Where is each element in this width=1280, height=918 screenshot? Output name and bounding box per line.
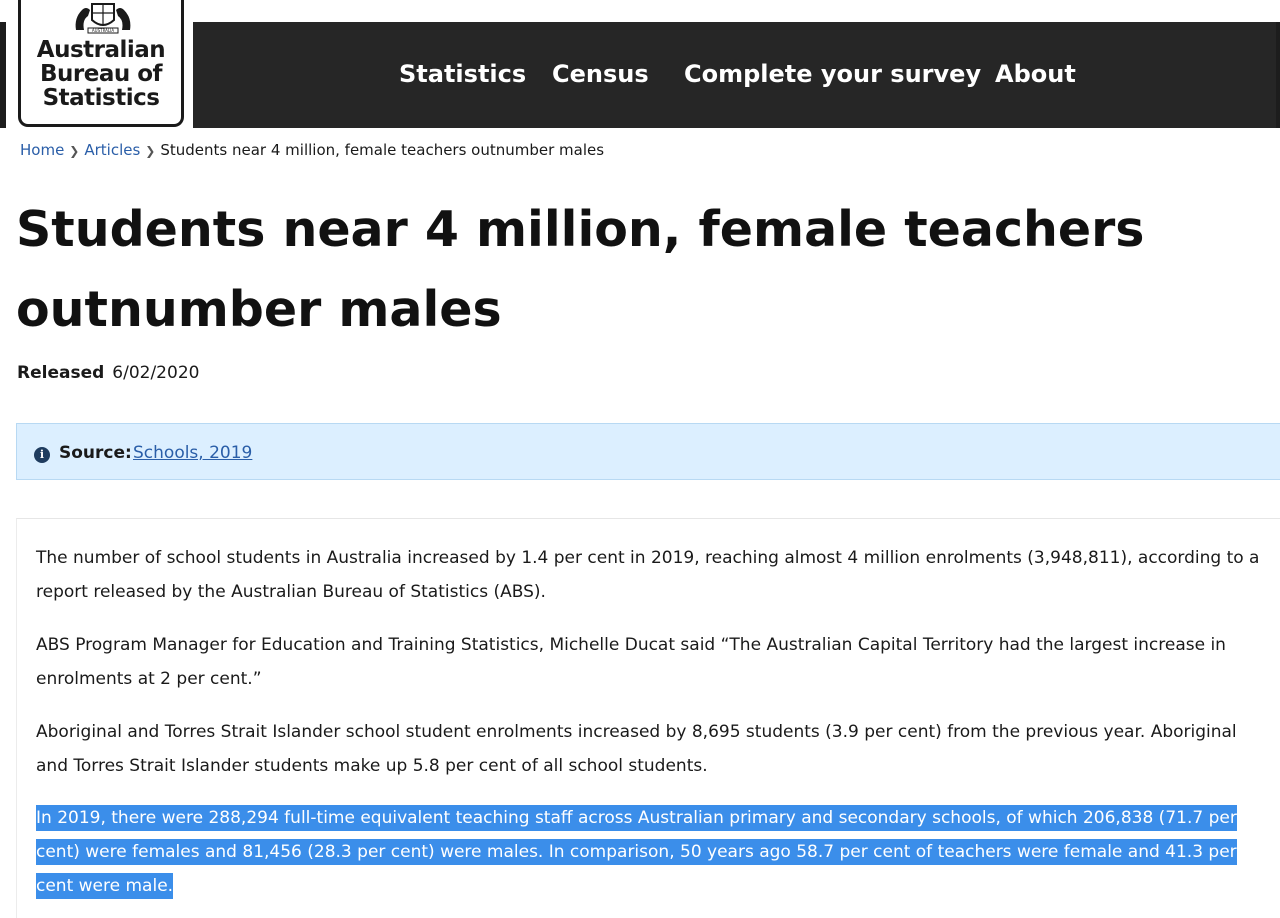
info-icon: i bbox=[34, 447, 50, 463]
breadcrumb-articles[interactable]: Articles bbox=[84, 141, 141, 159]
logo-line-2: Bureau of bbox=[39, 61, 163, 87]
crest-banner-text: AUSTRALIA bbox=[91, 28, 115, 33]
chevron-right-icon: ❯ bbox=[69, 144, 80, 158]
nav-complete-your-survey[interactable]: Complete your survey bbox=[684, 60, 982, 88]
logo-line-3: Statistics bbox=[42, 85, 160, 111]
nav-about[interactable]: About bbox=[995, 60, 1076, 88]
released-date: 6/02/2020 bbox=[112, 363, 200, 383]
coat-of-arms-icon bbox=[68, 0, 138, 34]
header-left-edge bbox=[0, 22, 6, 128]
release-info bbox=[17, 363, 199, 383]
article-body bbox=[16, 518, 1280, 918]
page-title: Students near 4 million, female teachers outnumber males bbox=[16, 201, 1145, 338]
breadcrumb-current: Students near 4 million, female teachers outnumber males bbox=[160, 141, 605, 159]
source-label: Source: bbox=[59, 443, 132, 463]
chevron-right-icon: ❯ bbox=[145, 144, 156, 158]
selected-text-highlight: In 2019, there were 288,294 full-time equivalent teaching staff across Australian primary and secondary schools, of which 206,838 (71.7 per cent) were females and 81,456 (28.3 per cent) were males. In comparison, 50 years ago 58.7 per cent of teachers were female and 41.3 per cent were male. bbox=[36, 805, 1237, 899]
source-notice bbox=[16, 423, 1280, 480]
breadcrumb bbox=[20, 141, 604, 159]
article-paragraph: The number of school students in Australia increased by 1.4 per cent in 2019, reaching almost 4 million enrolments (3,948,811), according to a report released by the Australian Bureau of Statistics (ABS). bbox=[36, 548, 1260, 602]
site-header bbox=[193, 22, 1276, 128]
released-label: Released bbox=[17, 363, 105, 383]
nav-census[interactable]: Census bbox=[552, 60, 649, 88]
logo-line-1: Australian bbox=[36, 37, 166, 63]
nav-statistics[interactable]: Statistics bbox=[399, 60, 527, 88]
breadcrumb-home[interactable]: Home bbox=[20, 141, 65, 159]
article-paragraph: ABS Program Manager for Education and Training Statistics, Michelle Ducat said “The Australian Capital Territory had the largest increase in enrolments at 2 per cent.” bbox=[36, 635, 1226, 689]
abs-logo-link[interactable] bbox=[18, 0, 184, 127]
header-right-edge bbox=[1276, 22, 1280, 128]
article-paragraph-selected bbox=[36, 801, 1261, 903]
logo-wordmark bbox=[21, 38, 181, 110]
source-link[interactable]: Schools, 2019 bbox=[133, 443, 253, 463]
article-paragraph: Aboriginal and Torres Strait Islander school student enrolments increased by 8,695 students (3.9 per cent) from the previous year. Aboriginal and Torres Strait Islander students make up 5.8 per cent of all school students. bbox=[36, 722, 1237, 776]
